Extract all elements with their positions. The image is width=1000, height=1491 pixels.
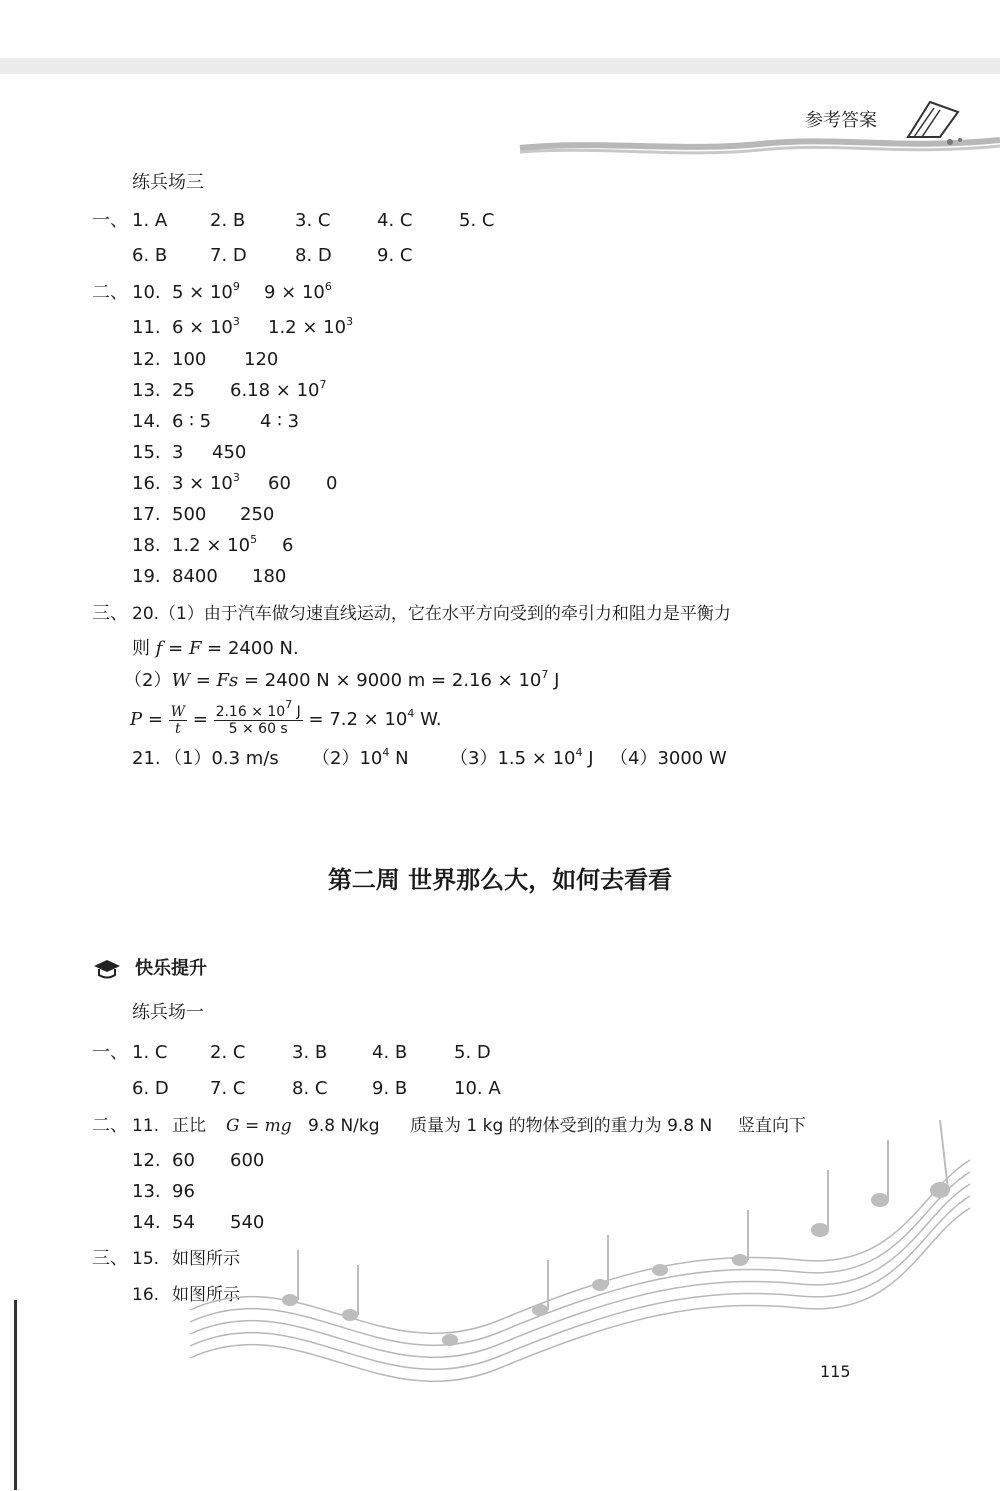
answer-line-q20-3: （2）W = Fs = 2400 N × 9000 $m = 2.16 \times 10^7$ J: [124, 668, 560, 691]
section-heading: 练兵场一: [132, 1002, 204, 1023]
answer-item: 8. C: [292, 1078, 328, 1099]
section-heading: 练兵场三: [132, 172, 204, 193]
answer-line-q11: 11. 正比 G = mg 9.8 N/kg 质量为 1 kg 的物体受到的重力为 9.8 N 竖直向下: [132, 1116, 806, 1136]
part-marker: 一、: [92, 1042, 128, 1063]
answer-row: [132, 1078, 501, 1100]
answer-line-q15: 15. 3 450: [132, 442, 247, 463]
fraction: $\frac{2.16 \times 10^7 J}{5 \times 60 s}$: [215, 697, 301, 737]
answer-item: 6. B: [132, 245, 168, 266]
answer-item: 5. C: [459, 210, 495, 231]
answer-line-q12: 12. 60 600: [132, 1150, 265, 1171]
part-marker: 三、: [92, 603, 128, 624]
answer-line-q13: 13. 25 $6.18 \times 10^7$: [132, 378, 327, 401]
answer-line-q20-2: 则 f = F = 2400 N.: [132, 638, 299, 659]
answer-line-q14: 14. 54 540: [132, 1212, 265, 1233]
answer-line-q16: 16. 如图所示: [132, 1285, 240, 1305]
answer-line-q11: 11. $6 \times 10^3$ $1.2 \times 10^3$: [132, 315, 354, 338]
answer-item: 7. D: [210, 245, 247, 266]
answer-line-q13: 13. 96: [132, 1181, 195, 1202]
answer-item: 5. D: [454, 1042, 491, 1063]
answer-line-q20-4: P = $\frac{W}{t}$ = $\frac{2.16 \times 10^7 J}{5 \times 60 s}$ = $7.2 \times 10^4$ W.: [130, 697, 442, 737]
header-decoration: [0, 0, 1000, 170]
answer-row: [132, 1042, 491, 1064]
answer-item: 2. C: [210, 1042, 246, 1063]
answer-line-q20-1: 20.（1）由于汽车做匀速直线运动，它在水平方向受到的牵引力和阻力是平衡力: [132, 604, 731, 624]
music-staff-decoration: [180, 1110, 980, 1410]
answer-line-q18: 18. $1.2 \times 10^5$ 6: [132, 533, 294, 556]
section-label: 快乐提升: [135, 958, 207, 979]
answer-item: 9. C: [377, 245, 413, 266]
answer-row: [132, 210, 494, 232]
part-marker: 一、: [92, 210, 128, 231]
answer-line-q21: 21. （1）0.3 m/s $(2)10^4$ N $(3)1.5 \times 10^4$ J （4）3000 W: [132, 746, 727, 769]
answer-item: 3. C: [295, 210, 331, 231]
answer-item: 1. A: [132, 210, 168, 231]
part-marker: 二、: [92, 1115, 128, 1136]
answer-item: 7. C: [210, 1078, 246, 1099]
part-marker: 三、: [92, 1248, 128, 1269]
answer-line-q16: 16. $3 \times 10^3$ 60 0: [132, 471, 338, 494]
answer-item: 4. B: [372, 1042, 408, 1063]
part-marker: 二、: [92, 282, 128, 303]
answer-line-q19: 19. 8400 180: [132, 566, 287, 587]
fraction: $\frac{W}{t}$: [170, 703, 186, 737]
graduation-cap-icon: [92, 958, 122, 980]
answer-item: 1. C: [132, 1042, 168, 1063]
answer-line-q15: 15. 如图所示: [132, 1249, 240, 1269]
answer-item: 4. C: [377, 210, 413, 231]
chapter-title: 第二周 世界那么大，如何去看看: [327, 866, 673, 894]
page-number: 115: [820, 1362, 851, 1381]
answer-row: [132, 245, 412, 267]
answer-line-q10: 10. $5 \times 10^9$ $9 \times 10^6$: [132, 280, 332, 303]
answer-item: 8. D: [295, 245, 332, 266]
answer-item: 2. B: [210, 210, 246, 231]
header-title: 参考答案: [805, 110, 877, 131]
margin-line: [14, 1300, 17, 1490]
answer-line-q14: 14. 6 ∶ 5 4 ∶ 3: [132, 411, 300, 432]
answer-item: 10. A: [454, 1078, 501, 1099]
beach-chair-icon: [900, 92, 970, 152]
answer-item: 3. B: [292, 1042, 328, 1063]
answer-item: 6. D: [132, 1078, 169, 1099]
answer-item: 9. B: [372, 1078, 408, 1099]
answer-line-q12: 12. 100 120: [132, 349, 279, 370]
answer-line-q17: 17. 500 250: [132, 504, 275, 525]
